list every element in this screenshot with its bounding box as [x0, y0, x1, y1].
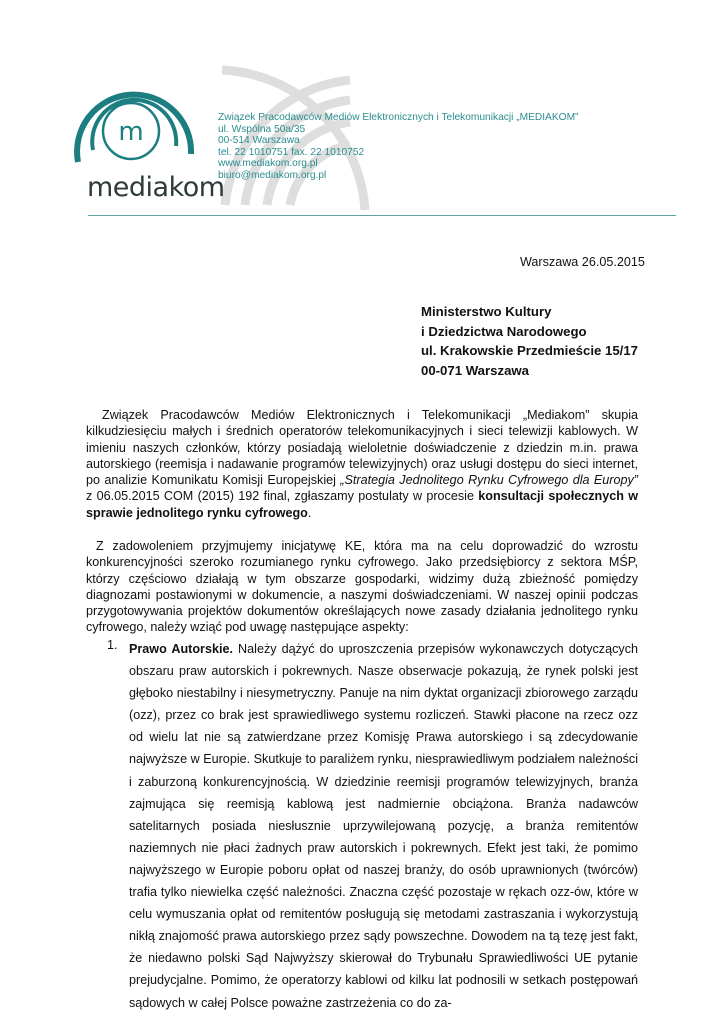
list-item-body — [129, 638, 638, 1014]
org-email-link[interactable]: biuro@mediakom.org.pl — [218, 169, 327, 181]
recipient-line-1: Ministerstwo Kultury — [421, 304, 552, 319]
consultation-subject: konsultacji społecznych w sprawie jednolitego rynku cyfrowego — [86, 489, 639, 520]
header-divider — [88, 215, 676, 216]
org-phone: tel. 22 1010751 fax. 22 1010752 — [218, 146, 365, 158]
second-paragraph: Z zadowoleniem przyjmujemy inicjatywę KE, która ma na celu doprowadzić do wzrostu konkurencyjności szeroko rozumianego rynku cyfrowego. Jako przedsiębiorcy z sektora MŚP, którzy częściowo działają w tym obszarze gospodarki, widzimy dużą zbieżność pomiędzy diagnozami postawionymi w dokumencie, a naszymi doświadczeniami. W naszej opinii podczas przygotowywania projektów dokumentów określających nowe zasady działania jednolitego rynku cyfrowego, należy wziąć pod uwagę następujące aspekty: — [86, 539, 638, 635]
recipient-line-3: ul. Krakowskie Przedmieście 15/17 — [421, 343, 638, 358]
org-name: Związek Pracodawców Mediów Elektronicznych i Telekomunikacji „MEDIAKOM” — [218, 112, 579, 123]
strategy-title: „Strategia Jednolitego Rynku Cyfrowego dla Europy” — [340, 473, 638, 488]
org-city: 00-514 Warszawa — [218, 135, 300, 147]
logo-m-glyph: m — [118, 117, 144, 147]
intro-paragraph — [86, 407, 638, 521]
list-item-text: Należy dążyć do uproszczenia przepisów wykonawczych dotyczących obszaru praw autorskich i pokrewnych. Nasze obserwacje pokazują, że rynek polski jest głęboko niestabilny i niesymetryczny. Panuje na nim dyktat organizacji zbiorowego zarządu (ozz), przez co brak jest sprawiedliwego systemu rozliczeń. Stawki płacone na rzecz ozz od wielu lat nie są zatwierdzane przez Komisję Prawa autorskiego i są zdecydowanie najwyższe w Europie. Skutkuje to paraliżem rynku, niesprawiedliwym podziałem należności i zaburzoną konkurencyjnością. W dziedzinie reemisji programów telewizyjnych, branża zajmująca się reemisją kablową jest nadmiernie obciążona. Branża nadawców satelitarnych posiada niesłusznie uprzywilejowaną pozycję, a branża remitentów naziemnych nie płaci żadnych praw autorskich i pokrewnych. Efekt jest taki, że pomimo najwyższego w Europie poboru opłat od naszej branży, do osób uprawnionych (twórców) trafia tylko niewielka część należności. Znaczna część pozostaje w rękach ozz-ów, które w celu wymuszania opłat od remitentów posługują się metodami zastraszania i wykorzystują nikłą znajomość prawa autorskiego przez sądy powszechne. Dowodem na tą tezę jest fakt, że niedawno polski Sąd Najwyższy skierował do Trybunału Sprawiedliwości UE pytanie prejudycjalne. Pomimo, że operatorzy kablowi od kilku lat podnosili w setkach postępowań sądowych w całej Polsce poważne zastrzeżenia co do za- — [129, 642, 638, 1010]
recipient-line-4: 00-071 Warszawa — [421, 362, 530, 378]
letterhead — [0, 0, 725, 230]
logo-wordmark: mediakom — [87, 172, 225, 203]
list-item-number: 1. — [107, 638, 118, 652]
org-street: ul. Wspólna 50a/35 — [218, 123, 306, 135]
recipient-address — [421, 302, 638, 380]
list-item-title: Prawo Autorskie. — [129, 642, 233, 656]
intro-text-b: z 06.05.2015 COM (2015) 192 final, zgłaszamy postulaty w procesie — [86, 489, 479, 504]
letterhead-contact — [218, 112, 578, 182]
recipient-line-2: i Dziedzictwa Narodowego — [421, 323, 587, 339]
intro-text-c: . — [307, 505, 312, 520]
intro-text-a: Związek Pracodawców Mediów Elektronicznych i Telekomunikacji „Mediakom” skupia kilkudziesięciu małych i średnich operatorów telekomunikacyjnych i sieci telewizji kablowych. W imieniu naszych członków, którzy posiadają wieloletnie doświadczenie z dziedzin m.in. prawa autorskiego (reemisja i nadawanie programów telewizyjnych) oraz usługi dostępu do sieci internet, po analizie Komunikatu Komisji Europejskiej — [86, 408, 638, 488]
letter-date: Warszawa 26.05.2015 — [520, 255, 645, 269]
org-website-link[interactable]: www.mediakom.org.pl — [218, 158, 318, 170]
